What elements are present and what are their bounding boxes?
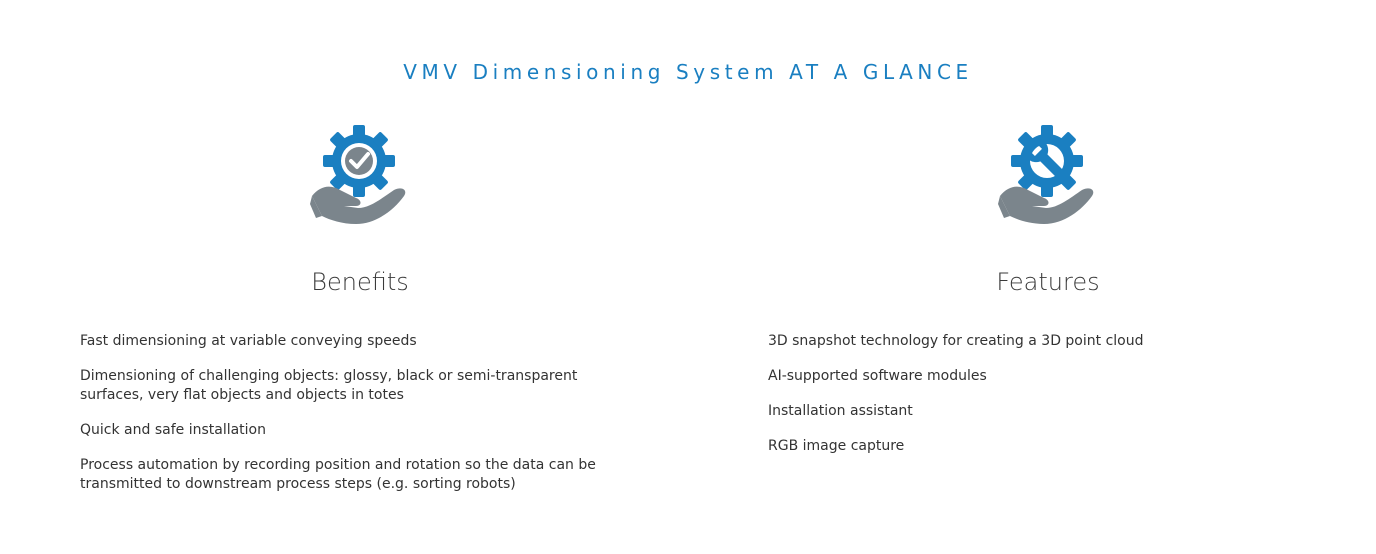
list-item: Installation assistant (768, 403, 913, 419)
features-list (768, 332, 1328, 472)
benefits-list (80, 332, 640, 510)
gear-check-hand-icon (310, 124, 410, 228)
list-item: Process automation by recording position and rotation so the data can be transmitted to downstream process steps (e.g. sorting robots) (80, 457, 596, 492)
list-item: AI-supported software modules (768, 368, 987, 384)
features-heading: Features (996, 268, 1100, 296)
list-item: Quick and safe installation (80, 422, 266, 438)
gear-wrench-hand-icon (998, 124, 1098, 228)
list-item: 3D snapshot technology for creating a 3D point cloud (768, 333, 1144, 349)
list-item: Fast dimensioning at variable conveying speeds (80, 333, 417, 349)
list-item: Dimensioning of challenging objects: glossy, black or semi-transparent surfaces, very flat objects and objects in totes (80, 368, 578, 403)
benefits-heading: Benefits (311, 268, 409, 296)
list-item: RGB image capture (768, 438, 905, 454)
page-title: VMV Dimensioning System AT A GLANCE (403, 60, 973, 84)
